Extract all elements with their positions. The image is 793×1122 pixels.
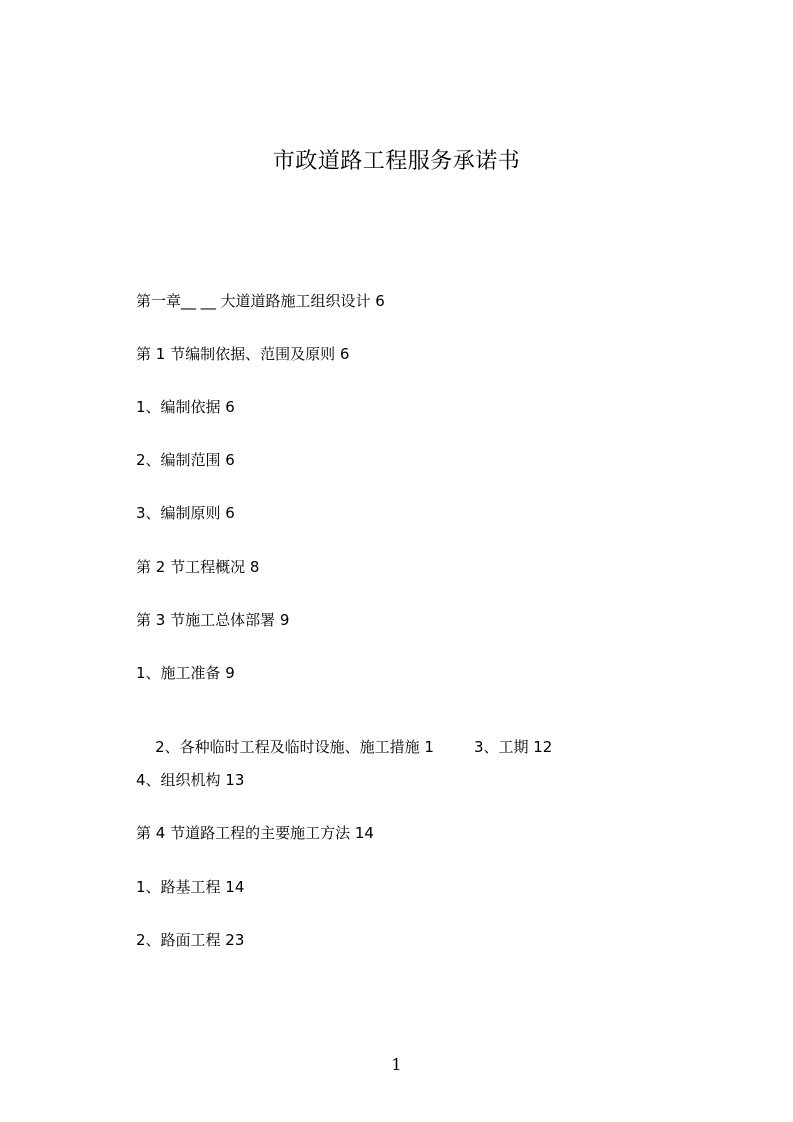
toc-entry-temporary-works-label: 2、各种临时工程及临时设施、施工措施 1 xyxy=(155,738,434,756)
toc-entry-subgrade: 1、路基工程 14 xyxy=(136,878,245,896)
toc-entry-temporary-works xyxy=(136,717,552,777)
toc-entry-scope: 2、编制范围 6 xyxy=(136,451,235,469)
toc-entry-section-1: 第 1 节编制依据、范围及原则 6 xyxy=(136,345,350,363)
toc-entry-organization: 4、组织机构 13 xyxy=(136,771,245,789)
page-title: 市政道路工程服务承诺书 xyxy=(272,149,521,174)
toc-entry-schedule-label: 3、工期 12 xyxy=(473,738,553,756)
page-number: 1 xyxy=(391,1055,402,1074)
toc-entry-section-4: 第 4 节道路工程的主要施工方法 14 xyxy=(136,824,374,842)
toc-entry-section-2: 第 2 节工程概况 8 xyxy=(136,558,260,576)
toc-entry-pavement: 2、路面工程 23 xyxy=(136,931,245,949)
toc-entry-preparation: 1、施工准备 9 xyxy=(136,664,235,682)
toc-entry-section-3: 第 3 节施工总体部署 9 xyxy=(136,611,290,629)
toc-entry-basis: 1、编制依据 6 xyxy=(136,398,235,416)
toc-entry-principles: 3、编制原则 6 xyxy=(136,504,235,522)
toc-entry-chapter-1: 第一章__ __ 大道道路施工组织设计 6 xyxy=(136,292,385,310)
